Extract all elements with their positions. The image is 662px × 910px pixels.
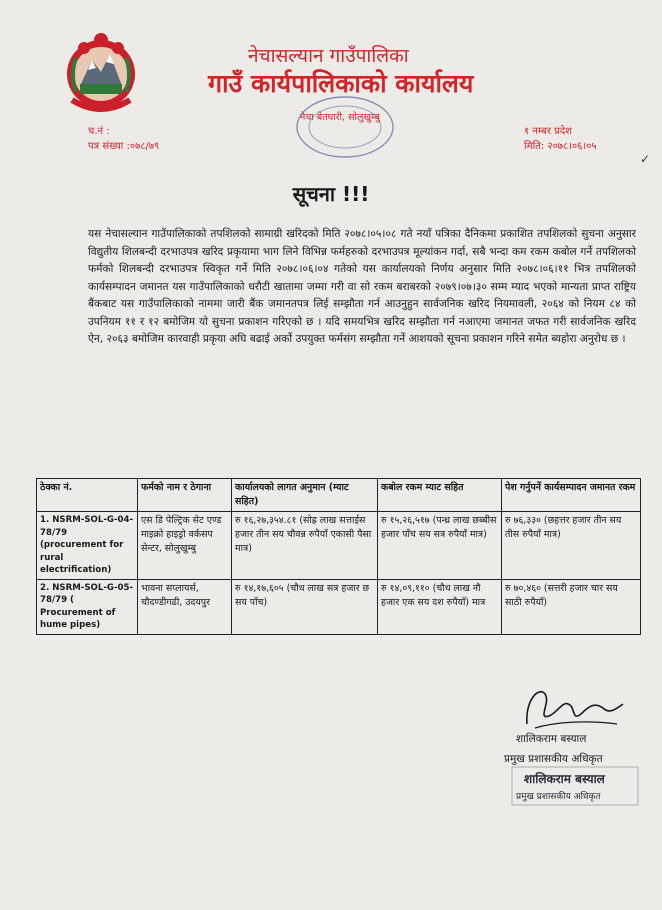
chalani-number: च.नं :	[88, 126, 110, 137]
ink-stamp-icon	[290, 92, 400, 162]
signatory-name: शालिकराम बस्याल	[516, 733, 587, 745]
cell-contract-no: 1. NSRM-SOL-G-04-78/79 (procurement for rural electrification)	[37, 512, 138, 580]
notice-body: यस नेचासल्यान गाउँपालिकाको तपशिलको सामाग्री खरिदको मिति २०७८।०५।०८ गते नयाँ पत्रिका दैनिकमा प्रकाशित तपशिलको सुचना अनुसार विद्युतीय शिलबन्दी दरभाउपत्र खरिद प्रकृयामा भाग लिने विभिन्न फर्महरुको दरभाउपत्र मूल्यांकन गर्दा, सबै भन्दा कम रकम कबोल गर्ने तपशिलको फर्मको शिलबन्दी दरभाउपत्र स्विकृत गर्ने मिति २०७८।०६।०४ गतेको यस कार्यालयको निर्णय अनुसार मिति २०७८।०६।११ भित्र तपशिलको कार्यसम्पादन जमानत यस गाउँपालिकाको धरौटी खातामा जम्मा गरी वा सो रकम बराबरको २०७९।०७।३० सम्म म्याद भएको मान्यता प्राप्त राष्ट्रिय बैंकबाट यस गाउँपालिकाको नाममा जारी बैंक जमानतपत्र लिई सम्झौता गर्न आउनुहुन सार्वजनिक खरिद नियमावली, २०६४ को नियम ८४ को उपनियम ११ र १२ बमोजिम यो सुचना प्रकाशन गरिएको छ । यदि समयभित्र खरिद सम्झौता गर्न नआएमा जमानत जफत गरी सार्वजनिक खरिद ऐन, २०६३ बमोजिम कारवाही प्रकृया अघि बढाई अर्को उपयुक्त फर्मसंग सम्झौता गर्ने आशयको सूचना प्रकाशन गरिने समेत ब्यहोरा अनुरोध छ ।	[88, 228, 636, 345]
reference-right	[524, 124, 597, 154]
cell-firm: एस डि पेल्ट्रिक सेट एण्ड माइक्रो हाइड्रो वर्कसप सेन्टर, सोलुखुम्बु	[138, 512, 232, 580]
cell-guarantee: रु ७०,४६० (सत्तरी हजार चार सय साठी रुपैयाँ)	[502, 579, 641, 634]
letter-number: पत्र संख्या :०७८/७९	[88, 141, 160, 152]
province-label: १ नम्बर प्रदेश	[524, 126, 572, 137]
stamp-title: प्रमुख प्रशासकीय अधिकृत	[516, 792, 601, 802]
header-firm: फर्मको नाम र ठेगाना	[138, 479, 232, 512]
reference-left	[88, 124, 159, 154]
office-address: नेचा बेतघारी, सोलुखुम्बु	[300, 112, 380, 123]
cell-estimate: रु १६,२७,३५४.८१ (सोह्र लाख सत्ताईस हजार तीन सय चौवन्न रुपैयाँ एकासी पैसा मात्र)	[232, 512, 378, 580]
tick-mark: ✓	[640, 152, 651, 166]
header-bid: कबोल रकम म्याट सहित	[378, 479, 502, 512]
cell-bid: रु १५,२६,५१७ (पन्ध्र लाख छब्बीस हजार पाँच सय सत्र रुपैयाँ मात्र)	[378, 512, 502, 580]
cell-firm: भावना सप्लायर्स, चौदण्डीगढी, उदयपुर	[138, 579, 232, 634]
header-contract-no: ठेक्का नं.	[37, 479, 138, 512]
letter-date: मिति: २०७८।०६।०५	[524, 141, 597, 152]
signatory-title: प्रमुख प्रशासकीय अधिकृत	[504, 753, 603, 765]
header-guarantee: पेश गर्नुपर्ने कार्यसम्पादन जमानत रकम	[502, 479, 641, 512]
cell-contract-no: 2. NSRM-SOL-G-05-78/79 ( Procurement of hume pipes)	[37, 579, 138, 634]
table-header-row	[37, 479, 641, 512]
table-row	[37, 512, 641, 580]
office-title: गाउँ कार्यपालिकाको कार्यालय	[208, 69, 474, 98]
office-name: नेचासल्यान गाउँपालिका	[248, 45, 409, 67]
signature-icon	[515, 680, 630, 735]
tender-table	[36, 478, 641, 635]
cell-guarantee: रु ७६,३३० (छहत्तर हजार तीन सय तीस रुपैयाँ मात्र)	[502, 512, 641, 580]
cell-bid: रु १४,०९,११० (चौध लाख नौ हजार एक सय दश रुपैयाँ) मात्र	[378, 579, 502, 634]
nepal-emblem-icon	[62, 30, 140, 120]
cell-estimate: रु १४,१७,६०५ (चौध लाख सत्र हजार छ सय पाँच)	[232, 579, 378, 634]
header-estimate: कार्यालयको लागत अनुमान (म्याट सहित)	[232, 479, 378, 512]
stamp-name: शालिकराम बस्याल	[524, 772, 605, 786]
table-row	[37, 579, 641, 634]
notice-title: सूचना !!!	[292, 182, 370, 206]
